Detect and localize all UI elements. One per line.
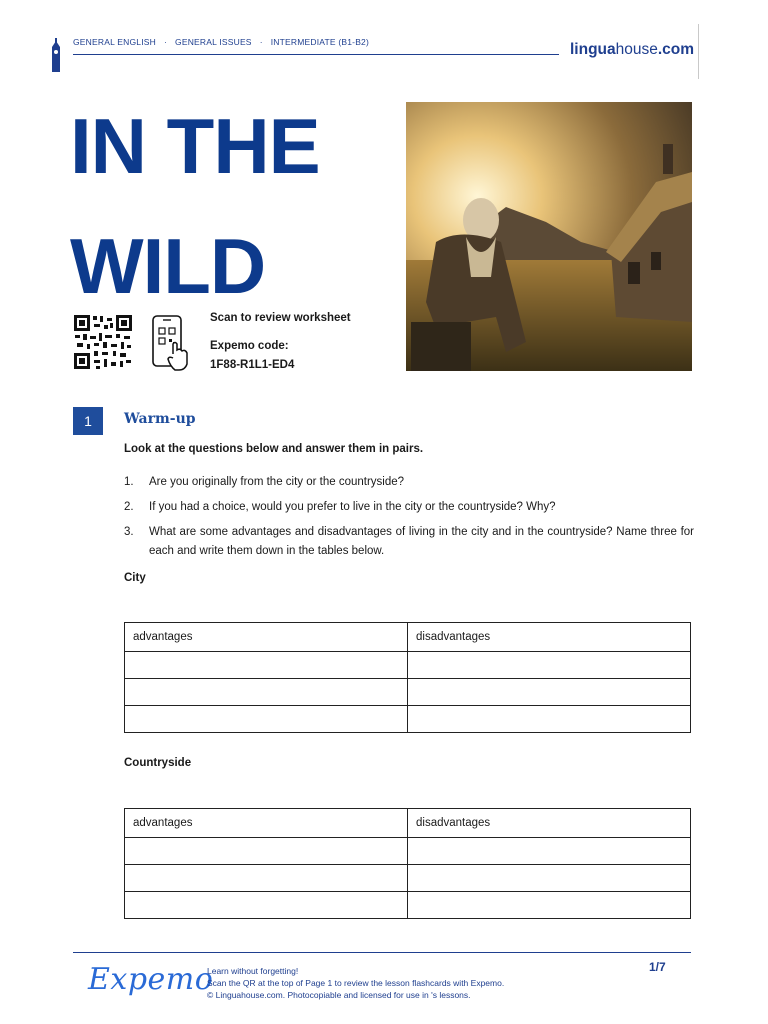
countryside-table (124, 808, 691, 919)
brand-tld: .com (657, 41, 695, 58)
table-row (125, 865, 691, 892)
phone-scan-icon (151, 314, 191, 372)
linguahouse-logo[interactable] (570, 41, 694, 59)
breadcrumb-level-2[interactable]: GENERAL ISSUES (175, 37, 252, 47)
table-row (125, 892, 691, 919)
table-cell[interactable] (408, 892, 691, 919)
footer-text (207, 965, 504, 1001)
table-cell[interactable] (125, 679, 408, 706)
expemo-logo[interactable]: Expemo (88, 962, 214, 997)
question-text: If you had a choice, would you prefer to live in the city or the countryside? Why? (149, 501, 556, 513)
big-ben-icon (50, 38, 62, 72)
qr-code-icon[interactable] (73, 314, 133, 370)
expemo-code-value: 1F88-R1L1-ED4 (210, 359, 295, 371)
list-item (124, 498, 694, 517)
list-item (124, 523, 694, 561)
section-number-badge: 1 (73, 407, 103, 435)
expemo-code-label: Expemo code: (210, 340, 289, 352)
table-row (125, 706, 691, 733)
table-cell[interactable] (125, 706, 408, 733)
scan-instruction: Scan to review worksheet (210, 312, 351, 324)
footer-divider (73, 952, 691, 953)
question-number: 3. (124, 526, 134, 538)
table-cell[interactable] (408, 838, 691, 865)
title-line-2: WILD (70, 222, 266, 310)
table-header-cell: disadvantages (408, 623, 691, 652)
margin-divider (698, 24, 699, 79)
table-cell[interactable] (408, 706, 691, 733)
table-row (125, 652, 691, 679)
header-divider (73, 54, 559, 55)
footer-scan-note: Scan the QR at the top of Page 1 to review the lesson flashcards with Expemo. (207, 978, 505, 988)
question-list (124, 473, 694, 567)
table-header-cell: disadvantages (408, 809, 691, 838)
countryside-table-label: Countryside (124, 757, 192, 769)
question-text: Are you originally from the city or the countryside? (149, 476, 405, 488)
table-cell[interactable] (408, 679, 691, 706)
brand-rest: house (615, 41, 658, 58)
breadcrumb-level-3[interactable]: INTERMEDIATE (B1-B2) (270, 37, 370, 47)
city-table-label: City (124, 572, 146, 584)
question-text: What are some advantages and disadvantages of living in the city and in the countryside? Name three for each and write them down in the tables below. (149, 526, 694, 557)
table-header-cell: advantages (125, 623, 408, 652)
breadcrumb-level-1[interactable]: GENERAL ENGLISH (73, 37, 156, 47)
footer-copyright: © Linguahouse.com. Photocopiable and licensed for use in 's lessons. (207, 990, 471, 1000)
question-number: 2. (124, 501, 134, 513)
table-row (125, 838, 691, 865)
table-header-row (125, 809, 691, 838)
city-table (124, 622, 691, 733)
section-title: Warm-up (124, 411, 196, 427)
table-cell[interactable] (125, 838, 408, 865)
section-instruction: Look at the questions below and answer them in pairs. (124, 443, 424, 455)
hero-image (406, 102, 692, 371)
brand-bold: lingua (570, 41, 616, 58)
table-cell[interactable] (125, 652, 408, 679)
table-cell[interactable] (125, 865, 408, 892)
page-number: 1/7 (649, 960, 666, 974)
table-cell[interactable] (408, 865, 691, 892)
list-item (124, 473, 694, 492)
breadcrumb: GENERAL ENGLISH · GENERAL ISSUES · INTERMEDIATE (B1-B2) (73, 37, 370, 47)
footer-tagline: Learn without forgetting! (207, 966, 299, 976)
table-cell[interactable] (125, 892, 408, 919)
page-title (70, 86, 400, 326)
title-line-1: IN THE (70, 102, 320, 190)
question-number: 1. (124, 476, 134, 488)
table-cell[interactable] (408, 652, 691, 679)
table-header-cell: advantages (125, 809, 408, 838)
table-header-row (125, 623, 691, 652)
table-row (125, 679, 691, 706)
